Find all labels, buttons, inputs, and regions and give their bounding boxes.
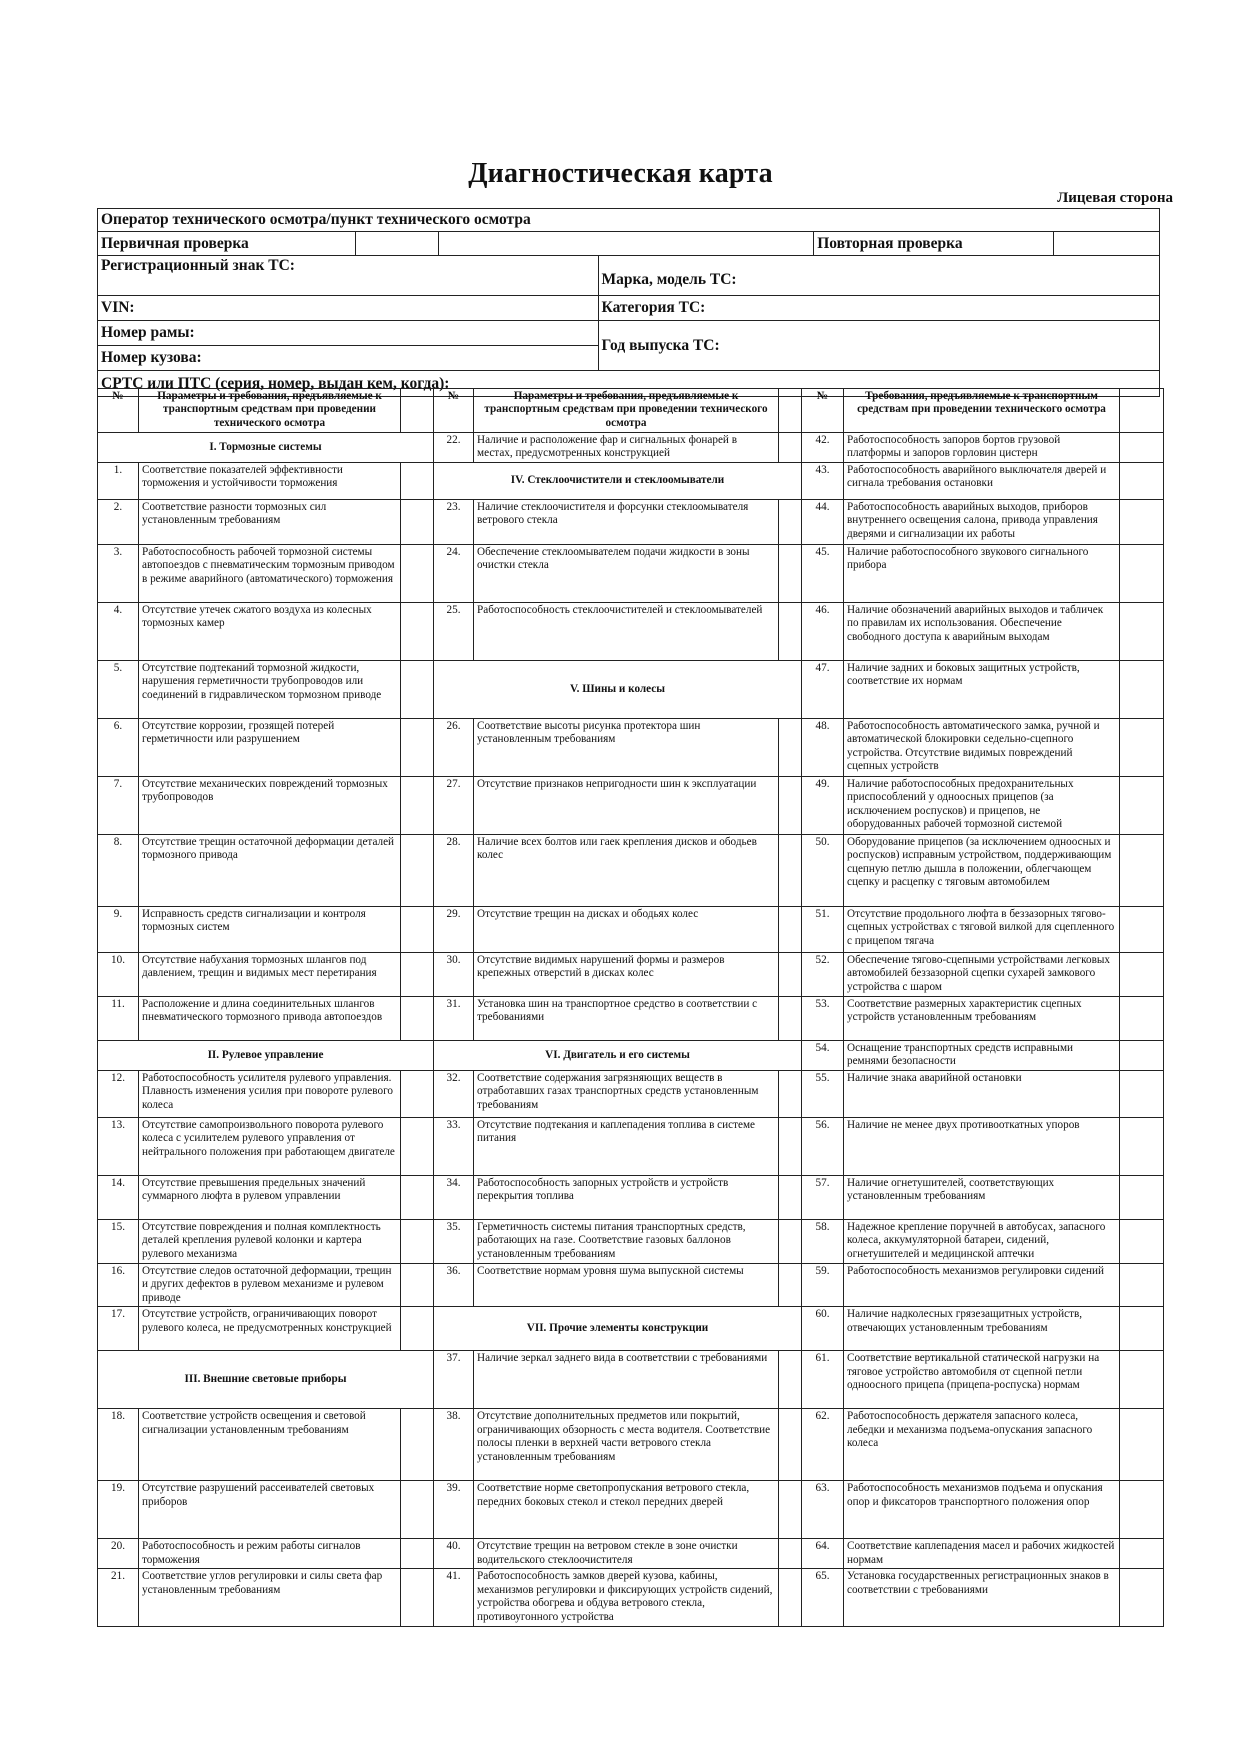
item-text: Наличие не менее двух противооткатных упоров [844,1118,1120,1176]
result-cell[interactable] [1120,997,1164,1041]
item-text: Наличие работоспособного звукового сигнального прибора [844,545,1120,603]
result-cell[interactable] [779,545,802,603]
item-text: Соответствие разности тормозных сил установленным требованиям [139,500,401,545]
col-num-header: № [802,389,844,433]
item-text: Работоспособность стеклоочистителей и стеклоомывателей [474,603,779,661]
item-number: 59. [802,1264,844,1307]
item-text: Работоспособность автоматического замка, ручной и автоматической блокировки седельно-сцепного устройства. Отсутствие видимых повреждений сцепных устройств [844,719,1120,777]
item-number: 65. [802,1569,844,1627]
item-text: Исправность средств сигнализации и контроля тормозных систем [139,907,401,953]
primary-check-box[interactable] [355,232,438,256]
item-number: 15. [98,1220,139,1264]
vin-field[interactable]: VIN: [98,296,599,321]
result-cell[interactable] [1120,777,1164,835]
item-number: 37. [434,1351,474,1409]
result-cell[interactable] [401,1118,434,1176]
result-cell[interactable] [779,777,802,835]
item-text: Отсутствие самопроизвольного поворота рулевого колеса с усилителем рулевого управления от нейтрального положения при работающем двигателе [139,1118,401,1176]
result-cell[interactable] [401,1220,434,1264]
item-number: 57. [802,1176,844,1220]
result-cell[interactable] [1120,1409,1164,1481]
result-cell[interactable] [401,1071,434,1118]
item-number: 1. [98,463,139,500]
registration-docs-field[interactable]: СРТС или ПТС (серия, номер, выдан кем, когда): [98,371,1160,397]
result-cell[interactable] [779,1176,802,1220]
item-text: Отсутствие трещин на ветровом стекле в зоне очистки водительского стеклоочистителя [474,1539,779,1569]
item-number: 8. [98,835,139,907]
item-number: 58. [802,1220,844,1264]
item-number: 48. [802,719,844,777]
item-text: Соответствие вертикальной статической нагрузки на тяговое устройство автомобиля от сцепной петли одноосного прицепа (прицепа-роспуска) нормам [844,1351,1120,1409]
result-cell[interactable] [779,835,802,907]
reg-sign-field[interactable]: Регистрационный знак ТС: [98,256,599,296]
result-cell[interactable] [401,1307,434,1351]
section-header: IV. Стеклоочистители и стеклоомыватели [434,463,802,500]
item-number: 27. [434,777,474,835]
item-number: 34. [434,1176,474,1220]
item-text: Отсутствие подтекания и каплепадения топлива в системе питания [474,1118,779,1176]
item-text: Отсутствие утечек сжатого воздуха из колесных тормозных камер [139,603,401,661]
col-num-header: № [98,389,139,433]
item-text: Отсутствие продольного люфта в беззазорных тягово-сцепных устройствах с тяговой вилкой для сцепленного с прицепом тягача [844,907,1120,953]
item-text: Работоспособность рабочей тормозной системы автопоездов с пневматическим тормозным приводом в режиме аварийного (автоматического) торможения [139,545,401,603]
item-text: Соответствие высоты рисунка протектора шин установленным требованиям [474,719,779,777]
item-number: 6. [98,719,139,777]
item-text: Отсутствие трещин остаточной деформации деталей тормозного привода [139,835,401,907]
body-number-field[interactable]: Номер кузова: [98,346,599,371]
item-text: Отсутствие повреждения и полная комплектность деталей крепления рулевой колонки и картера рулевого механизма [139,1220,401,1264]
item-number: 61. [802,1351,844,1409]
section-header: VII. Прочие элементы конструкции [434,1307,802,1351]
item-number: 18. [98,1409,139,1481]
result-cell[interactable] [1120,1041,1164,1071]
result-cell[interactable] [401,1481,434,1539]
item-number: 7. [98,777,139,835]
item-text: Наличие всех болтов или гаек крепления дисков и ободьев колес [474,835,779,907]
item-number: 45. [802,545,844,603]
result-cell[interactable] [401,603,434,661]
item-number: 23. [434,500,474,545]
item-number: 43. [802,463,844,500]
result-cell[interactable] [1120,463,1164,500]
item-number: 25. [434,603,474,661]
col-mark-header [401,389,434,433]
item-text: Наличие знака аварийной остановки [844,1071,1120,1118]
section-header: V. Шины и колесы [434,661,802,719]
item-number: 46. [802,603,844,661]
item-text: Соответствие показателей эффективности торможения и устойчивости торможения [139,463,401,500]
item-number: 26. [434,719,474,777]
col-reqs-header: Требования, предъявляемые к транспортным средствам при проведении технического осмотра [844,389,1120,433]
item-text: Отсутствие устройств, ограничивающих поворот рулевого колеса, не предусмотренных конструкцией [139,1307,401,1351]
result-cell[interactable] [779,953,802,997]
item-text: Отсутствие подтеканий тормозной жидкости, нарушения герметичности трубопроводов или соединений в гидравлическом тормозном приводе [139,661,401,719]
item-number: 51. [802,907,844,953]
item-number: 11. [98,997,139,1041]
primary-check-blank[interactable] [438,232,813,256]
item-number: 36. [434,1264,474,1307]
item-number: 63. [802,1481,844,1539]
item-text: Обеспечение тягово-сцепными устройствами легковых автомобилей беззазорной сцепки сухарей замкового устройства с шаром [844,953,1120,997]
item-text: Соответствие норме светопропускания ветрового стекла, передних боковых стекол и стекол передних дверей [474,1481,779,1539]
result-cell[interactable] [779,907,802,953]
col-mark-header [1120,389,1164,433]
item-number: 53. [802,997,844,1041]
result-cell[interactable] [1120,1307,1164,1351]
item-number: 32. [434,1071,474,1118]
result-cell[interactable] [401,1176,434,1220]
item-number: 21. [98,1569,139,1627]
result-cell[interactable] [401,835,434,907]
item-text: Наличие стеклоочистителя и форсунки стеклоомывателя ветрового стекла [474,500,779,545]
result-cell[interactable] [1120,1569,1164,1627]
item-number: 52. [802,953,844,997]
item-number: 41. [434,1569,474,1627]
result-cell[interactable] [1120,661,1164,719]
item-text: Отсутствие дополнительных предметов или покрытий, ограничивающих обзорность с места водителя. Соответствие полосы пленки в верхней части ветрового стекла установленным требованиям [474,1409,779,1481]
result-cell[interactable] [401,907,434,953]
item-number: 20. [98,1539,139,1569]
item-text: Отсутствие признаков непригодности шин к эксплуатации [474,777,779,835]
result-cell[interactable] [1120,835,1164,907]
item-text: Наличие зеркал заднего вида в соответствии с требованиями [474,1351,779,1409]
result-cell[interactable] [1120,1118,1164,1176]
result-cell[interactable] [1120,907,1164,953]
result-cell[interactable] [401,997,434,1041]
result-cell[interactable] [401,953,434,997]
item-text: Оборудование прицепов (за исключением одноосных и роспусков) исправным устройством, поддерживающим сцепную петлю дышла в положении, облегчающем сцепку и расцепку с тяговым автомобилем [844,835,1120,907]
col-num-header: № [434,389,474,433]
result-cell[interactable] [779,1481,802,1539]
year-field[interactable]: Год выпуска ТС: [598,321,1159,371]
item-number: 35. [434,1220,474,1264]
result-cell[interactable] [1120,433,1164,463]
result-cell[interactable] [779,603,802,661]
result-cell[interactable] [1120,953,1164,997]
item-number: 28. [434,835,474,907]
section-header: VI. Двигатель и его системы [434,1041,802,1071]
item-text: Отсутствие набухания тормозных шлангов под давлением, трещин и видимых мест перетирания [139,953,401,997]
frame-number-field[interactable]: Номер рамы: [98,321,599,346]
item-text: Соответствие размерных характеристик сцепных устройств установленным требованиям [844,997,1120,1041]
item-text: Отсутствие механических повреждений тормозных трубопроводов [139,777,401,835]
item-number: 64. [802,1539,844,1569]
side-label: Лицевая сторона [1057,190,1173,206]
inspection-table [97,388,1164,1627]
item-number: 9. [98,907,139,953]
result-cell[interactable] [779,1351,802,1409]
result-cell[interactable] [779,1220,802,1264]
item-number: 42. [802,433,844,463]
result-cell[interactable] [779,433,802,463]
item-text: Расположение и длина соединительных шлангов пневматического тормозного привода автопоездов [139,997,401,1041]
item-number: 50. [802,835,844,907]
category-field[interactable]: Категория ТС: [598,296,1159,321]
primary-check-label: Первичная проверка [98,232,356,256]
result-cell[interactable] [401,1539,434,1569]
repeat-check-box[interactable] [1054,232,1160,256]
item-text: Соответствие каплепадения масел и рабочих жидкостей нормам [844,1539,1120,1569]
item-number: 19. [98,1481,139,1539]
item-text: Отсутствие коррозии, грозящей потерей герметичности или разрушением [139,719,401,777]
item-number: 38. [434,1409,474,1481]
item-text: Соответствие устройств освещения и световой сигнализации установленным требованиям [139,1409,401,1481]
item-text: Работоспособность и режим работы сигналов торможения [139,1539,401,1569]
item-number: 44. [802,500,844,545]
col-params-header: Параметры и требования, предъявляемые к транспортным средствам при проведении технического осмотра [139,389,401,433]
item-text: Обеспечение стеклоомывателем подачи жидкости в зоны очистки стекла [474,545,779,603]
item-text: Отсутствие трещин на дисках и ободьях колес [474,907,779,953]
item-number: 39. [434,1481,474,1539]
item-text: Работоспособность усилителя рулевого управления. Плавность изменения усилия при повороте рулевого колеса [139,1071,401,1118]
result-cell[interactable] [401,545,434,603]
result-cell[interactable] [401,777,434,835]
item-number: 30. [434,953,474,997]
item-text: Наличие работоспособных предохранительных приспособлений у одноосных прицепов (за исключением роспусков) и прицепов, не оборудованных рабочей тормозной системой [844,777,1120,835]
item-text: Установка государственных регистрационных знаков в соответствии с требованиями [844,1569,1120,1627]
result-cell[interactable] [1120,1264,1164,1307]
item-number: 56. [802,1118,844,1176]
item-text: Работоспособность запорных устройств и устройств перекрытия топлива [474,1176,779,1220]
result-cell[interactable] [1120,545,1164,603]
item-text: Работоспособность держателя запасного колеса, лебедки и механизма подъема-опускания запасного колеса [844,1409,1120,1481]
col-mark-header [779,389,802,433]
vehicle-info-grid [97,208,1160,397]
item-text: Работоспособность механизмов подъема и опускания опор и фиксаторов транспортного положения опор [844,1481,1120,1539]
result-cell[interactable] [1120,603,1164,661]
item-number: 16. [98,1264,139,1307]
item-text: Работоспособность запоров бортов грузовой платформы и запоров горловин цистерн [844,433,1120,463]
section-header: I. Тормозные системы [98,433,434,463]
result-cell[interactable] [401,719,434,777]
item-text: Работоспособность аварийных выходов, приборов внутреннего освещения салона, привода управления дверями и сигнализации их работы [844,500,1120,545]
item-number: 5. [98,661,139,719]
item-text: Наличие огнетушителей, соответствующих установленным требованиям [844,1176,1120,1220]
item-text: Отсутствие превышения предельных значений суммарного люфта в рулевом управлении [139,1176,401,1220]
repeat-check-label: Повторная проверка [814,232,1054,256]
result-cell[interactable] [401,463,434,500]
result-cell[interactable] [779,1118,802,1176]
result-cell[interactable] [1120,719,1164,777]
item-text: Оснащение транспортных средств исправными ремнями безопасности [844,1041,1120,1071]
item-number: 14. [98,1176,139,1220]
item-number: 24. [434,545,474,603]
result-cell[interactable] [1120,1220,1164,1264]
result-cell[interactable] [779,1264,802,1307]
item-text: Наличие и расположение фар и сигнальных фонарей в местах, предусмотренных конструкцией [474,433,779,463]
item-text: Работоспособность аварийного выключателя дверей и сигнала требования остановки [844,463,1120,500]
item-text: Работоспособность замков дверей кузова, кабины, механизмов регулировки и фиксирующих устройств сидений, устройства обогрева и обдува ветрового стекла, противоугонного устройства [474,1569,779,1627]
item-number: 17. [98,1307,139,1351]
item-text: Работоспособность механизмов регулировки сидений [844,1264,1120,1307]
item-text: Наличие задних и боковых защитных устройств, соответствие их нормам [844,661,1120,719]
operator-field[interactable]: Оператор технического осмотра/пункт технического осмотра [98,209,1160,232]
item-text: Соответствие нормам уровня шума выпускной системы [474,1264,779,1307]
result-cell[interactable] [401,500,434,545]
item-number: 4. [98,603,139,661]
item-number: 22. [434,433,474,463]
item-text: Установка шин на транспортное средство в соответствии с требованиями [474,997,779,1041]
item-number: 49. [802,777,844,835]
item-text: Отсутствие видимых нарушений формы и размеров крепежных отверстий в дисках колес [474,953,779,997]
result-cell[interactable] [1120,1351,1164,1409]
result-cell[interactable] [401,661,434,719]
item-text: Герметичность системы питания транспортных средств, работающих на газе. Соответствие газовых баллонов установленным требованиям [474,1220,779,1264]
result-cell[interactable] [1120,1481,1164,1539]
result-cell[interactable] [401,1569,434,1627]
result-cell[interactable] [779,719,802,777]
result-cell[interactable] [1120,500,1164,545]
item-number: 55. [802,1071,844,1118]
item-number: 31. [434,997,474,1041]
result-cell[interactable] [779,1409,802,1481]
result-cell[interactable] [779,1071,802,1118]
result-cell[interactable] [1120,1539,1164,1569]
col-params-header: Параметры и требования, предъявляемые к транспортным средствам при проведении технического осмотра [474,389,779,433]
result-cell[interactable] [1120,1176,1164,1220]
page-title: Диагностическая карта [468,158,773,189]
item-text: Отсутствие следов остаточной деформации, трещин и других дефектов в рулевом механизме и рулевом приводе [139,1264,401,1307]
item-text: Отсутствие разрушений рассеивателей световых приборов [139,1481,401,1539]
item-number: 29. [434,907,474,953]
item-number: 40. [434,1539,474,1569]
result-cell[interactable] [1120,1071,1164,1118]
result-cell[interactable] [779,500,802,545]
item-number: 3. [98,545,139,603]
result-cell[interactable] [401,1264,434,1307]
item-text: Наличие надколесных грязезащитных устройств, отвечающих установленным требованиям [844,1307,1120,1351]
make-model-field[interactable]: Марка, модель ТС: [598,256,1159,296]
item-text: Соответствие углов регулировки и силы света фар установленным требованиям [139,1569,401,1627]
item-number: 62. [802,1409,844,1481]
section-header: III. Внешние световые приборы [98,1351,434,1409]
item-text: Надежное крепление поручней в автобусах, запасного колеса, аккумуляторной батареи, сидений, огнетушителей и медицинской аптечки [844,1220,1120,1264]
result-cell[interactable] [401,1409,434,1481]
item-text: Наличие обозначений аварийных выходов и табличек по правилам их использования. Обеспечение свободного доступа к аварийным выходам [844,603,1120,661]
item-number: 13. [98,1118,139,1176]
result-cell[interactable] [779,1539,802,1569]
item-number: 33. [434,1118,474,1176]
item-number: 2. [98,500,139,545]
item-number: 60. [802,1307,844,1351]
item-number: 47. [802,661,844,719]
result-cell[interactable] [779,1569,802,1627]
section-header: II. Рулевое управление [98,1041,434,1071]
item-number: 10. [98,953,139,997]
item-text: Соответствие содержания загрязняющих веществ в отработавших газах транспортных средств установленным требованиям [474,1071,779,1118]
result-cell[interactable] [779,997,802,1041]
item-number: 54. [802,1041,844,1071]
item-number: 12. [98,1071,139,1118]
